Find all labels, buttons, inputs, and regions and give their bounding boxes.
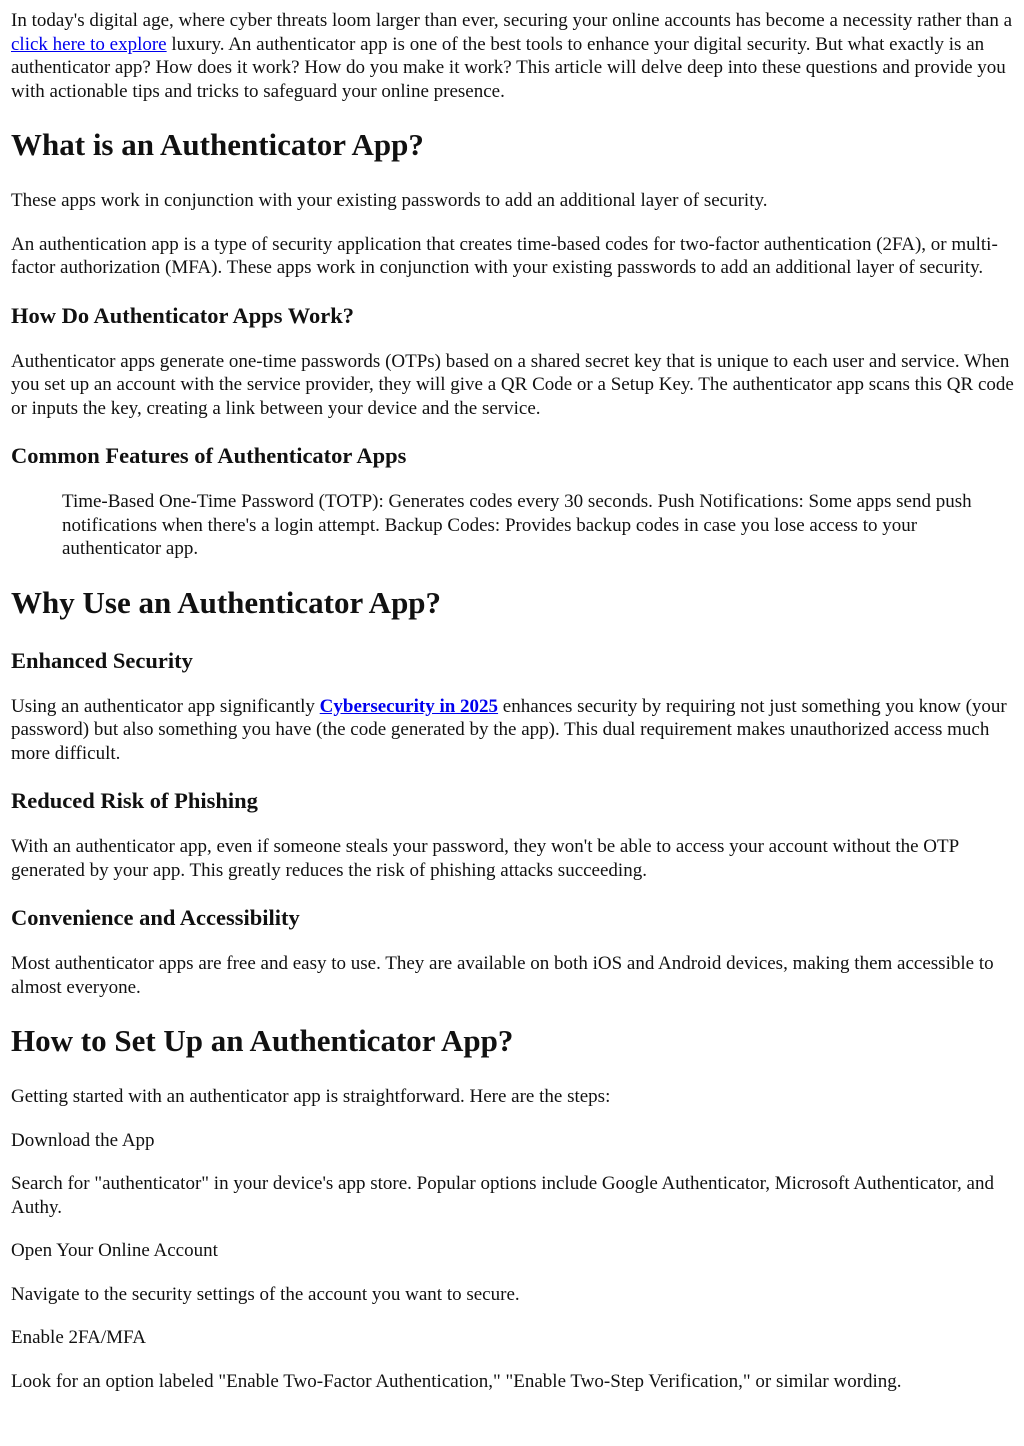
features-quote: Time-Based One-Time Password (TOTP): Generates codes every 30 seconds. Push Notifications: Some apps send push notifications when there's a login attempt. Backup Codes: Provides backup codes in case you lose access to your authenticator app. xyxy=(62,491,972,559)
intro-text-after: luxury. An authenticator app is one of the best tools to enhance your digital security. But what exactly is an authenticator app? How does it work? How do you make it work? This article will delve deep into these questions and provide you with actionable tips and tricks to safeguard your online presence. xyxy=(11,33,1006,102)
security-text-after: enhances security by requiring not just something you know (your password) but also something you have (the code generated by the app). This dual requirement makes unauthorized access much more difficult. xyxy=(11,695,1007,764)
heading-setup: How to Set Up an Authenticator App? xyxy=(11,1023,514,1058)
setup-intro: Getting started with an authenticator app is straightforward. Here are the steps: xyxy=(11,1086,611,1107)
intro-paragraph xyxy=(11,9,1014,103)
how-work-paragraph: Authenticator apps generate one-time passwords (OTPs) based on a shared secret key that is unique to each user and service. When you set up an account with the service provider, they will give a QR Code or a Setup Key. The authenticator app scans this QR code or inputs the key, creating a link between your device and the service. xyxy=(11,350,1014,419)
security-text-before: Using an authenticator app significantly xyxy=(11,695,320,717)
heading-reduced-phishing: Reduced Risk of Phishing xyxy=(11,788,258,813)
step-download-text: Search for "authenticator" in your device's app store. Popular options include Google Authenticator, Microsoft Authenticator, and Authy. xyxy=(11,1173,994,1218)
step-open-account-title: Open Your Online Account xyxy=(11,1240,218,1261)
step-enable-2fa-title: Enable 2FA/MFA xyxy=(11,1327,146,1348)
heading-common-features: Common Features of Authenticator Apps xyxy=(11,443,407,468)
explore-link[interactable]: click here to explore xyxy=(11,33,167,55)
step-download-title: Download the App xyxy=(11,1129,155,1151)
heading-enhanced-security: Enhanced Security xyxy=(11,647,193,673)
intro-text-before: In today's digital age, where cyber threats loom larger than ever, securing your online accounts has become a necessity rather than a xyxy=(11,10,1013,31)
what-paragraph-1: These apps work in conjunction with your existing passwords to add an additional layer of security. xyxy=(11,190,768,211)
security-paragraph xyxy=(11,695,1014,766)
step-open-account-text: Navigate to the security settings of the account you want to secure. xyxy=(11,1283,520,1305)
convenience-paragraph: Most authenticator apps are free and easy to use. They are available on both iOS and Android devices, making them accessible to almost everyone. xyxy=(11,953,994,998)
heading-why-use: Why Use an Authenticator App? xyxy=(11,584,442,620)
cybersecurity-link[interactable]: Cybersecurity in 2025 xyxy=(319,695,499,717)
what-paragraph-2: An authentication app is a type of security application that creates time-based codes for two-factor authentication (2FA), or multi-factor authorization (MFA). These apps work in conjunction with your existing passwords to add an additional layer of security. xyxy=(11,233,998,278)
heading-convenience: Convenience and Accessibility xyxy=(11,905,300,930)
phishing-paragraph: With an authenticator app, even if someone steals your password, they won't be able to access your account without the OTP generated by your app. This greatly reduces the risk of phishing attacks succeeding. xyxy=(11,836,959,881)
step-enable-2fa-text: Look for an option labeled "Enable Two-Factor Authentication," "Enable Two-Step Verification," or similar wording. xyxy=(11,1370,902,1392)
heading-what-is: What is an Authenticator App? xyxy=(11,127,424,162)
heading-how-work: How Do Authenticator Apps Work? xyxy=(11,302,354,328)
